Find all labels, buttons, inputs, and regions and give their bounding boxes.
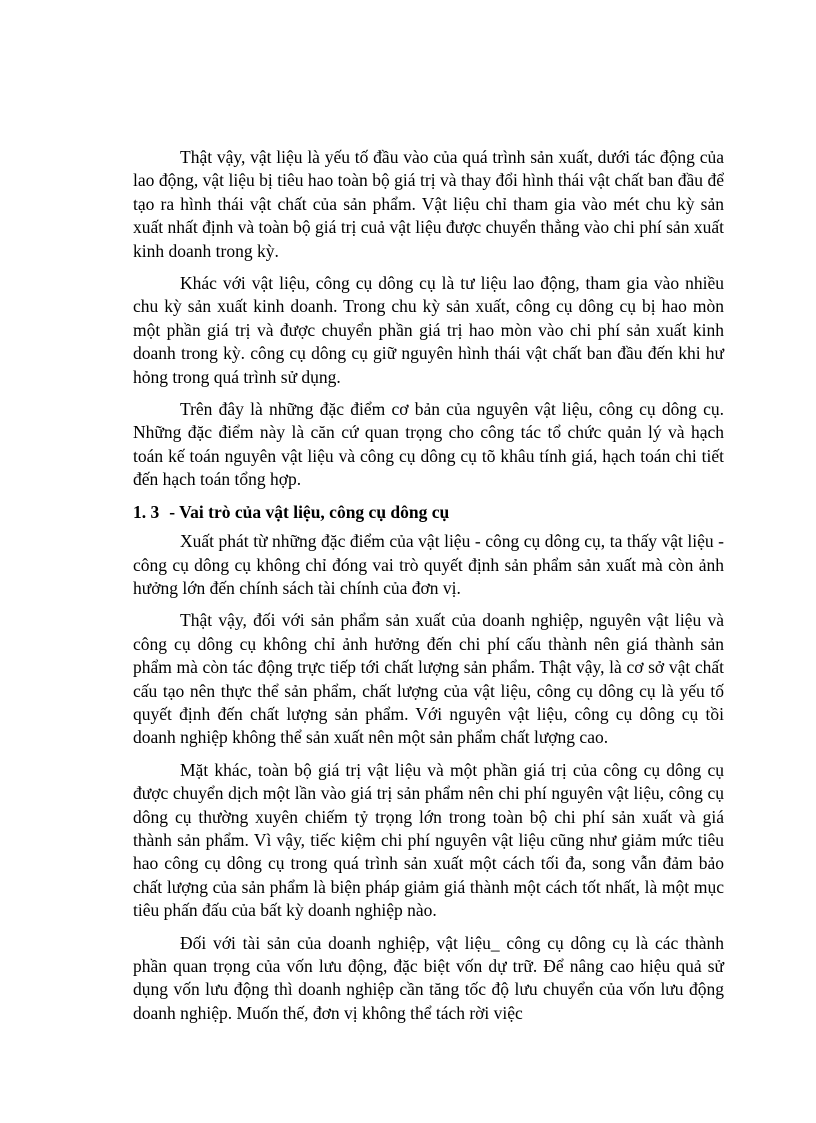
paragraph-role-overview: Xuất phát từ những đặc điểm của vật liệu - công cụ dông cụ, ta thấy vật liệu - công cụ dông cụ không chỉ đóng vai trò quyết định sản phẩm sản xuất mà còn ảnh hưởng lớn đến chính sách tài chính của đơn vị. [133, 531, 724, 598]
paragraph-materials-consumption: Thật vậy, vật liệu là yếu tố đầu vào của quá trình sản xuất, dưới tác động của lao động, vật liệu bị tiêu hao toàn bộ giá trị và thay đổi hình thái vật chất ban đầu để tạo ra hình thái vật chất của sản phẩm. Vật liệu chỉ tham gia vào mét chu kỳ sản xuất nhất định và toàn bộ giá trị cuả vật liệu được chuyển thẳng vào chi phí sản xuất kinh doanh trong kỳ. [133, 147, 724, 261]
section-heading [133, 501, 724, 524]
document-page [133, 146, 724, 1034]
paragraph-basic-characteristics: Trên đây là những đặc điểm cơ bản của nguyên vật liệu, công cụ dông cụ. Những đặc điểm này là căn cứ quan trọng cho công tác tổ chức quản lý và hạch toán kế toán nguyên vật liệu và công cụ dông cụ tõ khâu tính giá, hạch toán chi tiết đến hạch toán tổng hợp. [133, 399, 724, 490]
section-number: 1. 3 [133, 501, 160, 522]
paragraph-working-capital: Đối với tài sản của doanh nghiệp, vật liệu_ công cụ dông cụ là các thành phần quan trọng của vốn lưu động, đặc biệt vốn dự trữ. Để nâng cao hiệu quả sử dụng vốn lưu động thì doanh nghiệp cần tăng tốc độ lưu chuyển của vốn lưu động doanh nghiệp. Muốn thế, đơn vị không thể tách rời việc [133, 932, 724, 1023]
paragraph-product-quality: Thật vậy, đối với sản phẩm sản xuất của doanh nghiệp, nguyên vật liệu và công cụ dông cụ không chỉ ảnh hưởng đến chi phí cấu thành nên giá thành sản phẩm mà còn tác động trực tiếp tới chất lượng sản phẩm. Thật vậy, là cơ sở vật chất cấu tạo nên thực thể sản phẩm, chất lượng của vật liệu, công cụ dông cụ là yếu tố quyết định đến chất lượng sản phẩm. Với nguyên vật liệu, công cụ dông cụ tồi doanh nghiệp không thể sản xuất nên một sản phẩm chất lượng cao. [133, 610, 724, 748]
paragraph-cost-share: Mặt khác, toàn bộ giá trị vật liệu và một phần giá trị của công cụ dông cụ được chuyển dịch một lần vào giá trị sản phẩm nên chi phí nguyên vật liệu, công cụ dông cụ thường xuyên chiếm tỷ trọng lớn trong toàn bộ chi phí sản xuất và giá thành sản phẩm. Vì vậy, tiếc kiệm chi phí nguyên vật liệu cũng như giảm mức tiêu hao công cụ dông cụ trong quá trình sản xuất một cách tối đa, song vẫn đảm bảo chất lượng của sản phẩm là biện pháp giảm giá thành một cách tốt nhất, là một mục tiêu phấn đấu của bất kỳ doanh nghiệp nào. [133, 759, 724, 921]
paragraph-tools-difference: Khác với vật liệu, công cụ dông cụ là tư liệu lao động, tham gia vào nhiều chu kỳ sản xuất kinh doanh. Trong chu kỳ sản xuất, công cụ dông cụ bị hao mòn một phần giá trị và được chuyển phần giá trị hao mòn vào chi phí sản xuất kinh doanh trong kỳ. công cụ dông cụ giữ nguyên hình thái vật chất ban đầu đến khi hư hỏng trong quá trình sử dụng. [133, 273, 724, 387]
section-title: - Vai trò của vật liệu, công cụ dông cụ [169, 501, 450, 522]
